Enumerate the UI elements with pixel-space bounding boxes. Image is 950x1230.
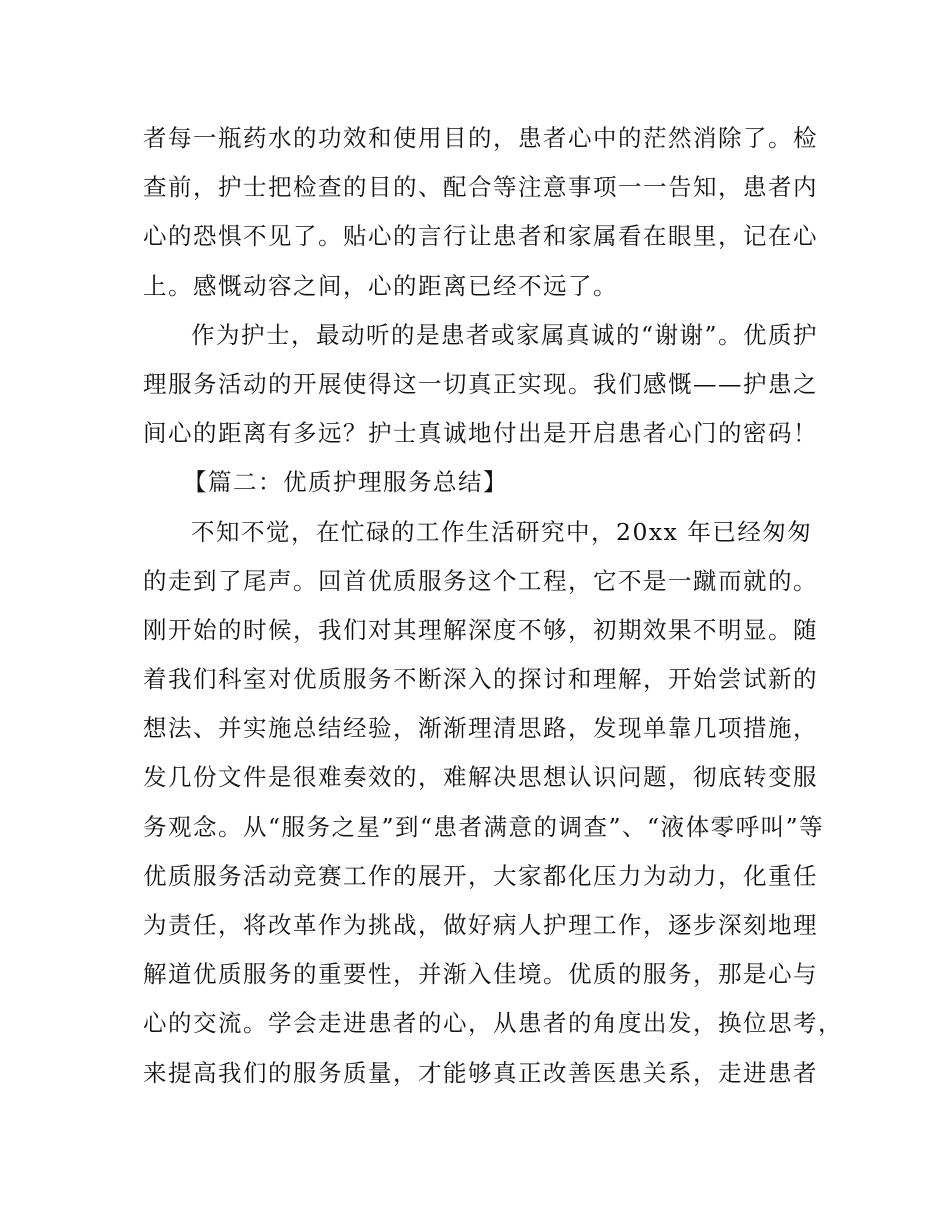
paragraph-first-line: 作为护士，最动听的是患者或家属真诚的“谢谢”。优质护: [191, 320, 819, 349]
text-line: 发几份文件是很难奏效的，难解决思想认识问题，彻底转变服: [143, 763, 818, 792]
paragraph-first-line: 不知不觉，在忙碌的工作生活研究中，20xx 年已经匆匆: [191, 517, 813, 546]
text-line: 心的恐惧不见了。贴心的言行让患者和家属看在眼里，记在心: [143, 222, 818, 251]
body-text: [143, 114, 843, 1098]
text-line: 者每一瓶药水的功效和使用目的，患者心中的茫然消除了。检: [143, 124, 818, 152]
text-line: 上。感慨动容之间，心的距离已经不远了。: [143, 271, 618, 300]
text-line: 解道优质服务的重要性，并渐入佳境。优质的服务，那是心与: [143, 960, 818, 989]
section-heading: 【篇二：优质护理服务总结】: [183, 468, 508, 497]
text-line: 着我们科室对优质服务不断深入的探讨和理解，开始尝试新的: [143, 665, 818, 694]
text-line: 的走到了尾声。回首优质服务这个工程，它不是一蹴而就的。: [143, 566, 818, 595]
text-line: 务观念。从“服务之星”到“患者满意的调查”、“液体零呼叫”等: [143, 812, 825, 841]
text-line: 查前，护士把检查的目的、配合等注意事项一一告知，患者内: [143, 173, 818, 202]
text-line: 间心的距离有多远？护士真诚地付出是开启患者心门的密码！: [143, 419, 818, 448]
text-line: 优质服务活动竞赛工作的展开，大家都化压力为动力，化重任: [143, 861, 818, 890]
text-line: 刚开始的时候，我们对其理解深度不够，初期效果不明显。随: [143, 615, 818, 644]
text-line: 心的交流。学会走进患者的心，从患者的角度出发，换位思考，: [143, 1009, 843, 1038]
text-line: 理服务活动的开展使得这一切真正实现。我们感慨——护患之: [143, 369, 818, 398]
text-line: 来提高我们的服务质量，才能够真正改善医患关系，走进患者: [143, 1058, 818, 1087]
text-line: 想法、并实施总结经验，渐渐理清思路，发现单靠几项措施，: [143, 714, 818, 743]
text-line: 为责任，将改革作为挑战，做好病人护理工作，逐步深刻地理: [143, 911, 818, 939]
